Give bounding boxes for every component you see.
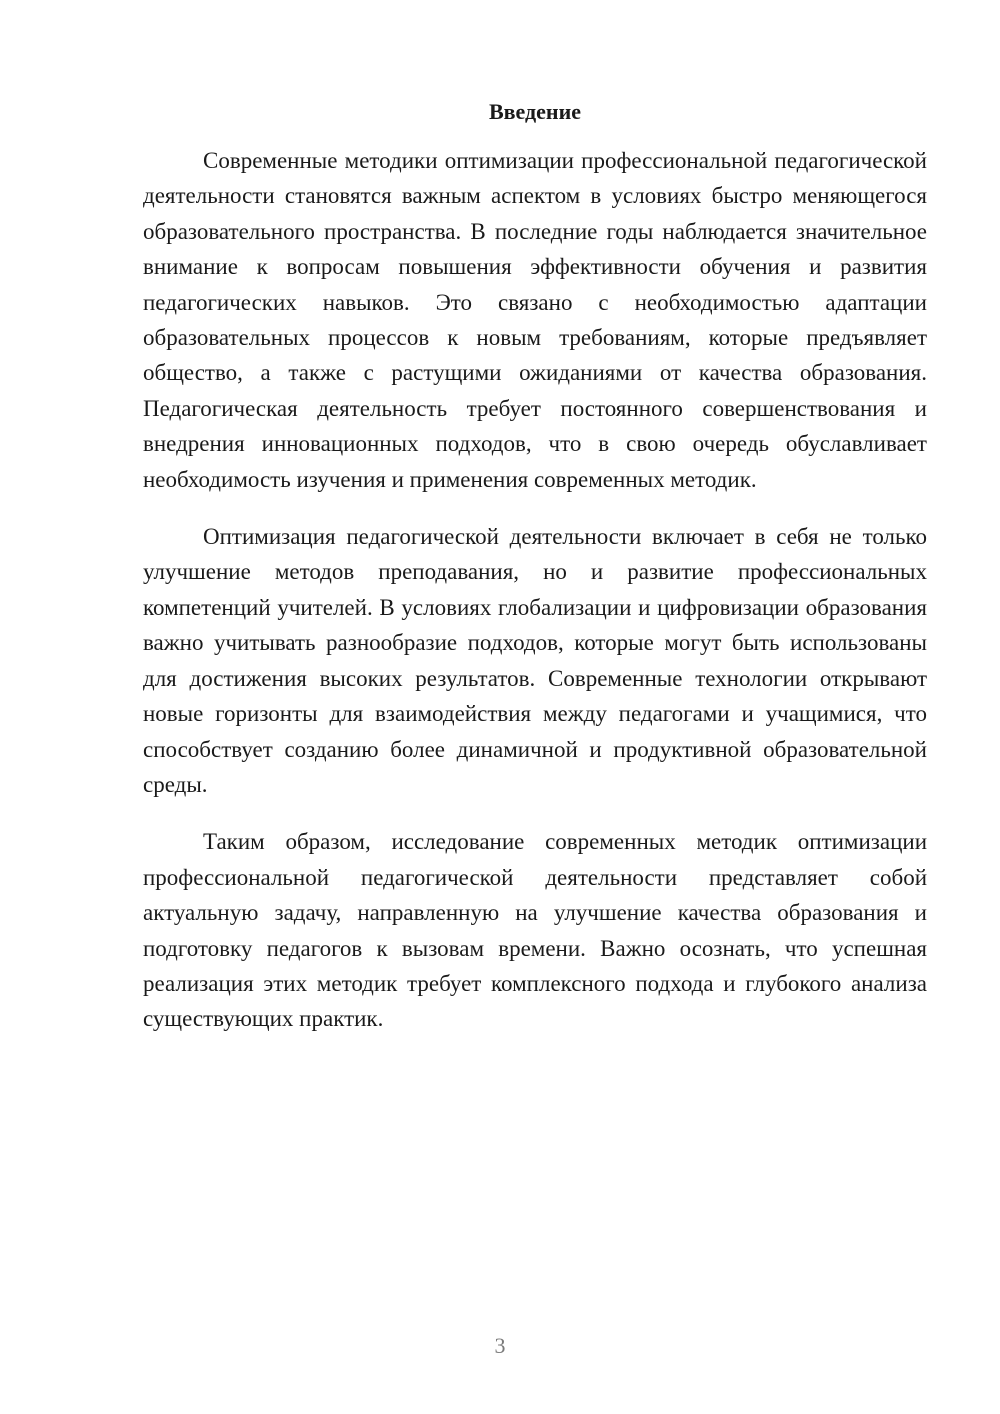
page-number: 3 (494, 1333, 506, 1358)
document-body (143, 143, 927, 1059)
paragraph-2: Оптимизация педагогической деятельности включает в себя не только улучшение методов преподавания, но и развитие профессиональных компетенций учителей. В условиях глобализации и цифровизации образования важно учитывать разнообразие подходов, которые могут быть использованы для достижения высоких результатов. Современные технологии открывают новые горизонты для взаимодействия между педагогами и учащимися, что способствует созданию более динамичной и продуктивной образовательной среды. (143, 524, 927, 797)
paragraph-3: Таким образом, исследование современных методик оптимизации профессиональной педагогической деятельности представляет собой актуальную задачу, направленную на улучшение качества образования и подготовку педагогов к вызовам времени. Важно осознать, что успешная реализация этих методик требует комплексного подхода и глубокого анализа существующих практик. (143, 829, 927, 1032)
page-title: Введение (488, 99, 582, 124)
paragraph-1: Современные методики оптимизации профессиональной педагогической деятельности становятся важным аспектом в условиях быстро меняющегося образовательного пространства. В последние годы наблюдается значительное внимание к вопросам повышения эффективности обучения и развития педагогических навыков. Это связано с необходимостью адаптации образовательных процессов к новым требованиям, которые предъявляет общество, а также с растущими ожиданиями от качества образования. Педагогическая деятельность требует постоянного совершенствования и внедрения инновационных подходов, что в свою очередь обуславливает необходимость изучения и применения современных методик. (143, 148, 927, 492)
